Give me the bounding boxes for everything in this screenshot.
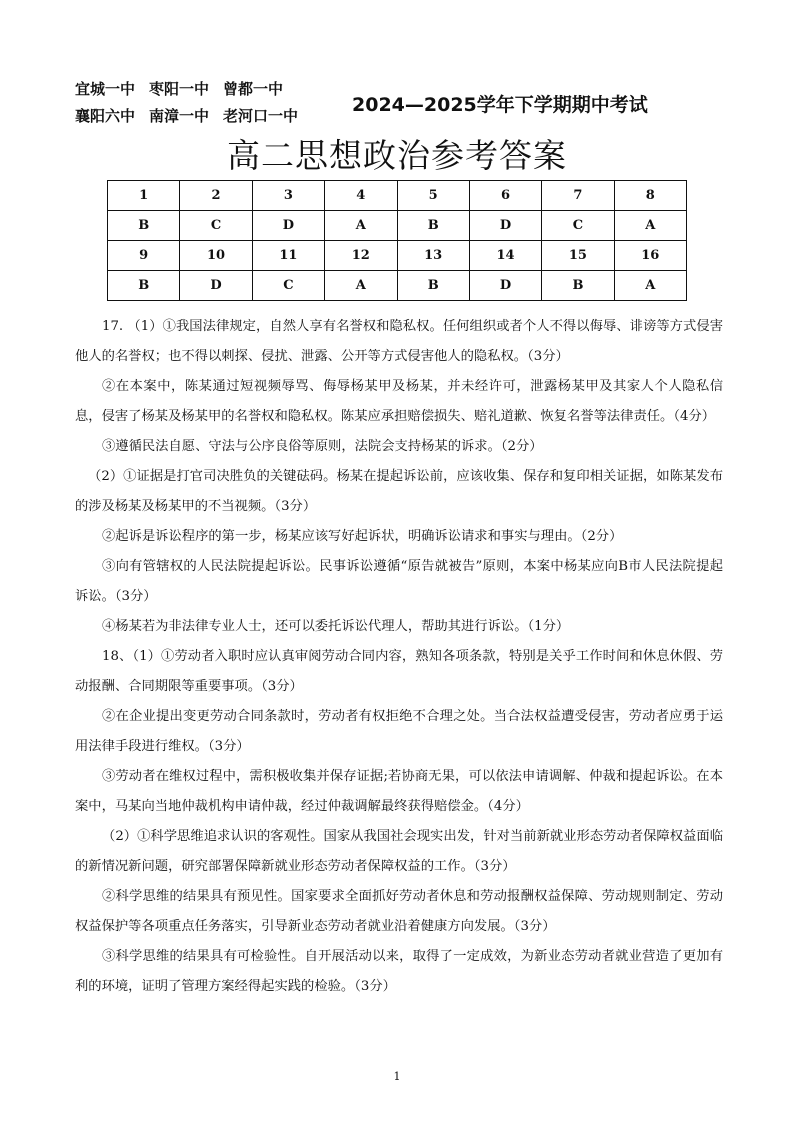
table-cell: 9: [108, 241, 180, 271]
page-number: 1: [393, 1070, 401, 1083]
school-row-2: [75, 103, 312, 130]
school-name: 南漳一中: [149, 107, 210, 125]
table-cell: B: [108, 211, 180, 241]
table-cell: B: [542, 271, 614, 301]
paragraph: ④杨某若为非法律专业人士，还可以委托诉讼代理人，帮助其进行诉讼。（1分）: [102, 619, 570, 634]
table-cell: D: [252, 211, 324, 241]
paragraph: ③遵循民法自愿、守法与公序良俗等原则，法院会支持杨某的诉求。（2分）: [102, 439, 543, 454]
school-row-1: [75, 76, 312, 103]
school-name: 曾都一中: [223, 80, 284, 98]
table-cell: 7: [542, 181, 614, 211]
table-cell: 13: [397, 241, 469, 271]
table-cell: D: [469, 271, 541, 301]
table-cell: 16: [614, 241, 686, 271]
table-row: [108, 271, 687, 301]
table-cell: B: [397, 211, 469, 241]
paragraph: ②起诉是诉讼程序的第一步，杨某应该写好起诉状，明确诉讼请求和事实与理由。（2分）: [102, 529, 623, 544]
table-cell: 5: [397, 181, 469, 211]
answer-content: [75, 312, 723, 1002]
paragraph: ③劳动者在维权过程中，需积极收集并保存证据;若协商无果，可以依法申请调解、仲裁和提起诉讼。在本案中，马某向当地仲裁机构申请仲裁，经过仲裁调解最终获得赔偿金。（4分）: [75, 769, 723, 814]
table-cell: 14: [469, 241, 541, 271]
school-name: 襄阳六中: [75, 107, 136, 125]
table-cell: C: [542, 211, 614, 241]
table-cell: 3: [252, 181, 324, 211]
paragraph: （2）①证据是打官司决胜负的关键砝码。杨某在提起诉讼前，应该收集、保存和复印相关证据，如陈某发布的涉及杨某及杨某甲的不当视频。（3分）: [75, 469, 723, 514]
table-cell: A: [614, 211, 686, 241]
school-name: 枣阳一中: [149, 80, 210, 98]
school-list: [75, 76, 312, 130]
table-cell: 12: [325, 241, 397, 271]
table-cell: B: [397, 271, 469, 301]
table-cell: 11: [252, 241, 324, 271]
paragraph: （2）①科学思维追求认识的客观性。国家从我国社会现实出发，针对当前新就业形态劳动者保障权益面临的新情况新问题，研究部署保障新就业形态劳动者保障权益的工作。（3分）: [75, 829, 723, 874]
table-cell: 2: [180, 181, 252, 211]
paragraph: ②在本案中，陈某通过短视频辱骂、侮辱杨某甲及杨某，并未经许可，泄露杨某甲及其家人个人隐私信息，侵害了杨某及杨某甲的名誉权和隐私权。陈某应承担赔偿损失、赔礼道歉、恢复名誉等法律责任。（4分）: [75, 379, 723, 424]
paragraph: ②在企业提出变更劳动合同条款时，劳动者有权拒绝不合理之处。当合法权益遭受侵害，劳动者应勇于运用法律手段进行维权。（3分）: [75, 709, 723, 754]
school-name: 老河口一中: [223, 107, 299, 125]
table-row: [108, 241, 687, 271]
exam-title: 2024—2025学年下学期期中考试: [352, 94, 648, 116]
table-cell: 1: [108, 181, 180, 211]
table-cell: A: [325, 271, 397, 301]
table-cell: 6: [469, 181, 541, 211]
paragraph: ③科学思维的结果具有可检验性。自开展活动以来，取得了一定成效，为新业态劳动者就业营造了更加有利的环境，证明了管理方案经得起实践的检验。（3分）: [75, 949, 723, 994]
table-cell: C: [180, 211, 252, 241]
paragraph: ②科学思维的结果具有预见性。国家要求全面抓好劳动者休息和劳动报酬权益保障、劳动规则制定、劳动权益保护等各项重点任务落实，引导新业态劳动者就业沿着健康方向发展。（3分）: [75, 889, 723, 934]
paragraph: 18、（1）①劳动者入职时应认真审阅劳动合同内容，熟知各项条款，特别是关乎工作时间和休息休假、劳动报酬、合同期限等重要事项。（3分）: [75, 649, 723, 694]
table-cell: D: [469, 211, 541, 241]
table-cell: C: [252, 271, 324, 301]
table-cell: 15: [542, 241, 614, 271]
table-cell: A: [325, 211, 397, 241]
table-cell: 4: [325, 181, 397, 211]
table-cell: D: [180, 271, 252, 301]
paragraph: ③向有管辖权的人民法院提起诉讼。民事诉讼遵循“原告就被告”原则，本案中杨某应向B市人民法院提起诉讼。（3分）: [75, 559, 723, 604]
table-cell: A: [614, 271, 686, 301]
table-row: [108, 211, 687, 241]
table-row: [108, 181, 687, 211]
answer-table: [107, 180, 687, 301]
school-name: 宜城一中: [75, 80, 136, 98]
paragraph: 17. （1）①我国法律规定，自然人享有名誉权和隐私权。任何组织或者个人不得以侮辱、诽谤等方式侵害他人的名誉权；也不得以刺探、侵扰、泄露、公开等方式侵害他人的隐私权。（3分）: [75, 319, 723, 364]
table-cell: 8: [614, 181, 686, 211]
table-cell: 10: [180, 241, 252, 271]
page-title: 高二思想政治参考答案: [227, 136, 567, 175]
table-cell: B: [108, 271, 180, 301]
